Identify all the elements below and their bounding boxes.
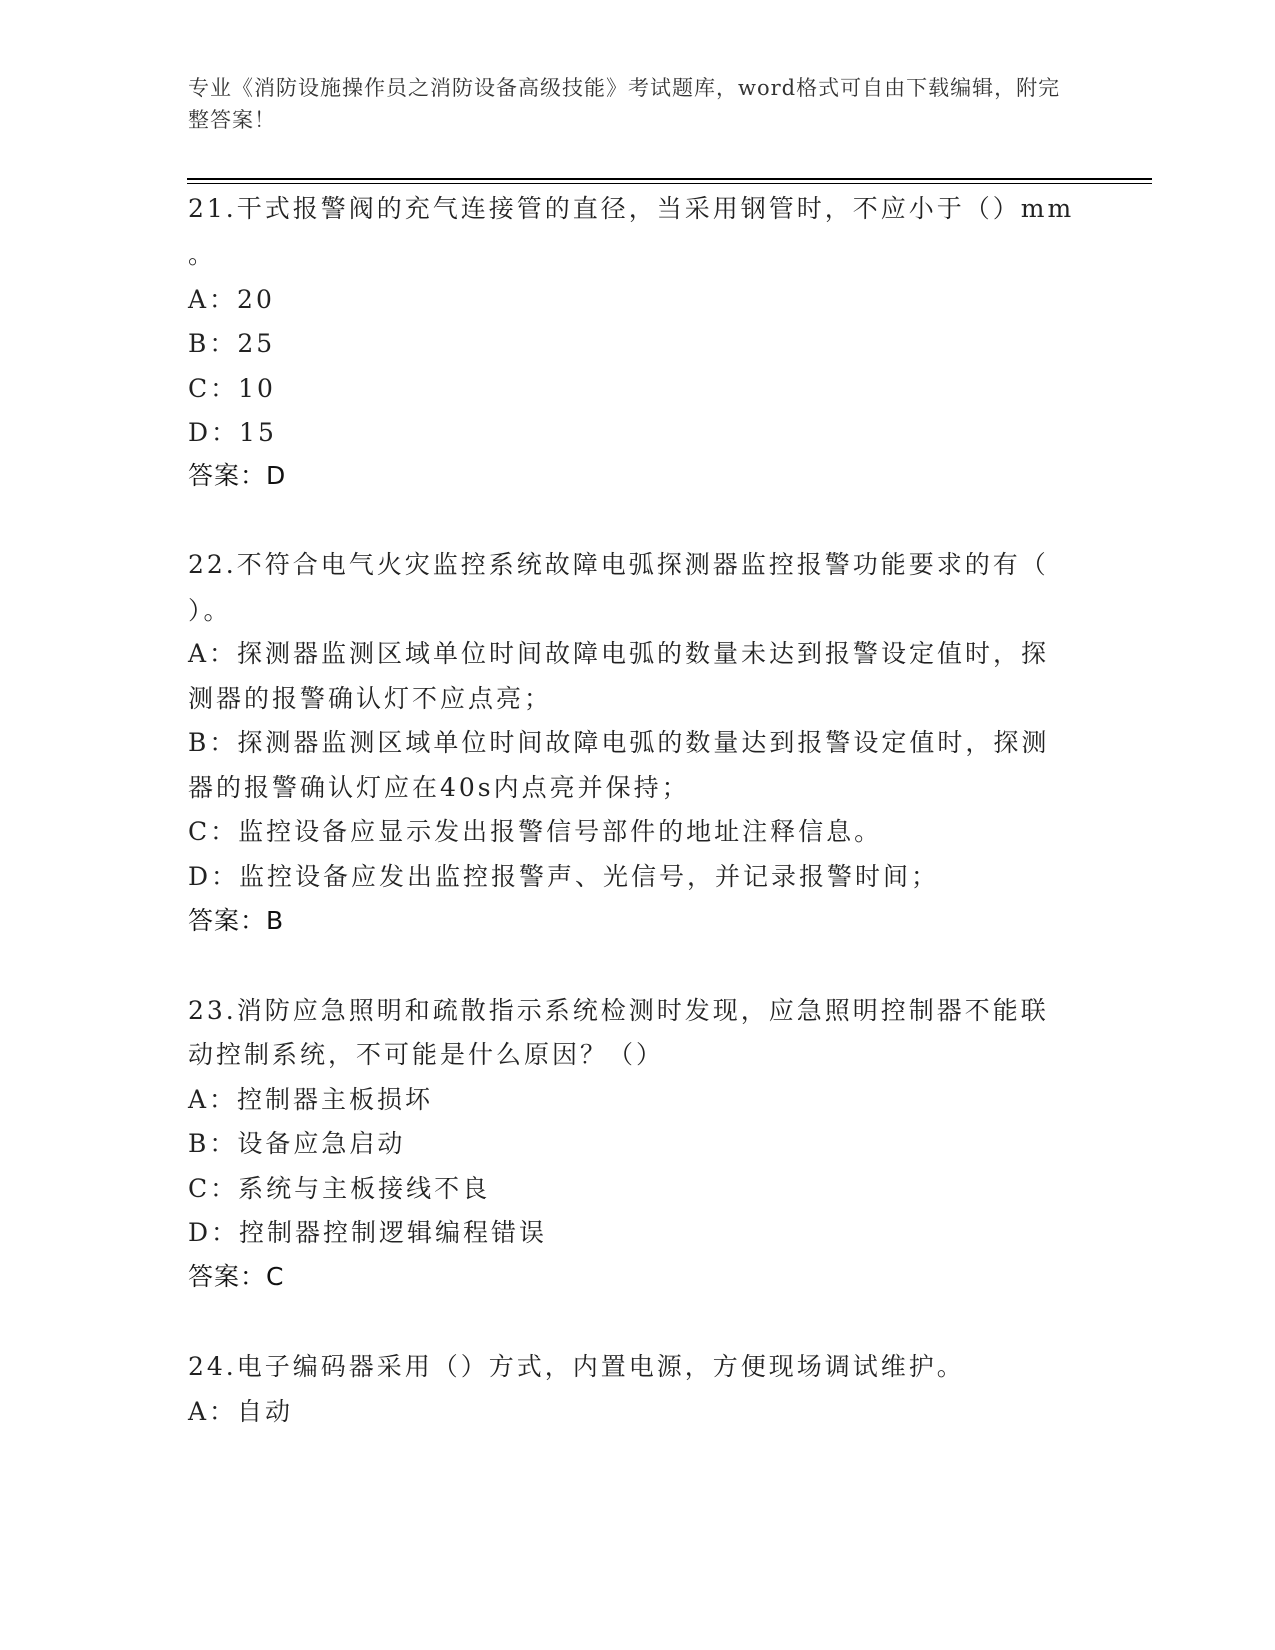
- question-21-stem: 21.干式报警阀的充气连接管的直径，当采用钢管时，不应小于（）mm: [188, 194, 1075, 223]
- question-22-option-a-cont: 测器的报警确认灯不应点亮；: [188, 684, 553, 713]
- question-23-stem-cont: 动控制系统，不可能是什么原因？（）: [188, 1040, 665, 1069]
- header-divider-thin: [187, 183, 1152, 184]
- question-22-option-c: C：监控设备应显示发出报警信号部件的地址注释信息。: [188, 817, 883, 846]
- question-22-option-a: A：探测器监测区域单位时间故障电弧的数量未达到报警设定值时，探: [188, 639, 1050, 668]
- question-23-answer: 答案：C: [188, 1262, 285, 1291]
- question-22-option-b: B：探测器监测区域单位时间故障电弧的数量达到报警设定值时，探测: [188, 728, 1050, 757]
- question-22-answer: 答案：B: [188, 906, 285, 935]
- question-24-stem: 24.电子编码器采用（）方式，内置电源，方便现场调试维护。: [188, 1352, 965, 1381]
- question-21-answer: 答案：D: [188, 461, 287, 490]
- question-23-option-b: B：设备应急启动: [188, 1129, 406, 1158]
- question-21-stem-cont: 。: [188, 240, 217, 269]
- question-23-option-c: C：系统与主板接线不良: [188, 1174, 491, 1203]
- question-23-option-d: D：控制器控制逻辑编程错误: [188, 1218, 548, 1247]
- question-21-option-a: A：20: [188, 285, 275, 314]
- question-21-option-b: B：25: [188, 329, 276, 358]
- question-22-stem: 22.不符合电气火灾监控系统故障电弧探测器监控报警功能要求的有（: [188, 550, 1049, 579]
- question-22-stem-cont: ）。: [188, 596, 232, 625]
- question-21-option-c: C：10: [188, 374, 276, 403]
- question-22-option-d: D：监控设备应发出监控报警声、光信号，并记录报警时间；: [188, 862, 940, 891]
- question-22-option-b-cont: 器的报警确认灯应在40s内点亮并保持；: [188, 773, 690, 802]
- header-divider-thick: [187, 178, 1152, 180]
- document-header: 专业《消防设施操作员之消防设备高级技能》考试题库，word格式可自由下载编辑，附完整答案！: [188, 76, 1061, 132]
- question-21-option-d: D：15: [188, 418, 277, 447]
- question-24-option-a: A：自动: [188, 1397, 294, 1426]
- question-23-stem: 23.消防应急照明和疏散指示系统检测时发现，应急照明控制器不能联: [188, 996, 1049, 1025]
- question-23-option-a: A：控制器主板损坏: [188, 1085, 434, 1114]
